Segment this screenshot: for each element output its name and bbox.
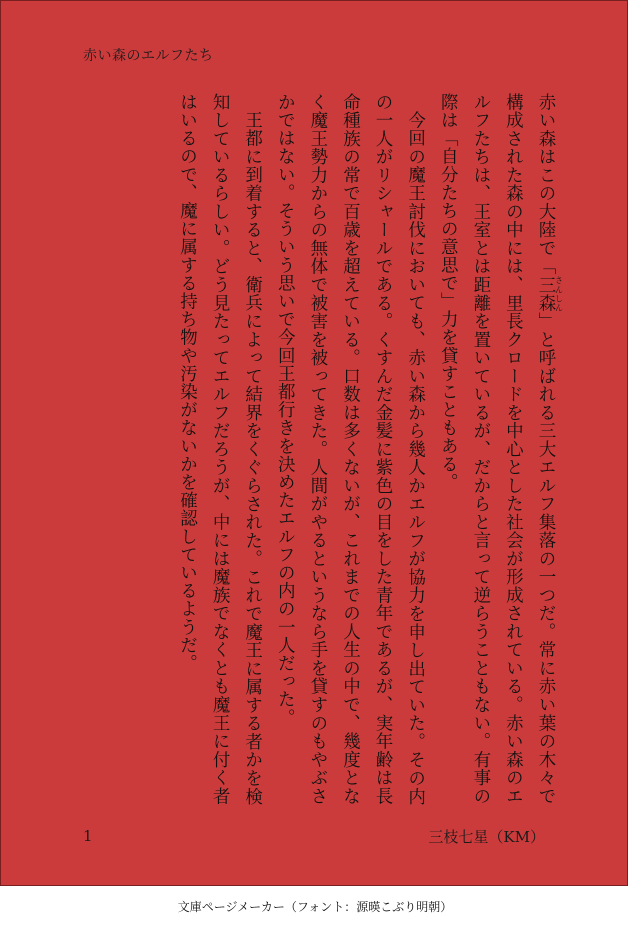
author-name: 三枝七星（KM） [428,828,545,846]
generator-caption: 文庫ページメーカー（フォント：源暎こぶり明朝） [177,900,453,914]
paragraph-1 [432,93,563,805]
ruby-reading: さんしん [554,275,563,312]
paragraph-3: 王都に到着すると、衛兵によって結界をくぐらされた。これで魔王に属する者かを検知しているらしい。どう見たってエルフだろうが、中には魔族でなくとも魔王に付く者はいるので、魔に属する持ち物や汚染がないかを確認しているようだ。 [177,93,263,805]
running-header-title: 赤い森のエルフたち [83,48,214,64]
ruby-sanshin [536,275,563,313]
ruby-base: 三森 [536,275,556,313]
paragraph-2: 今回の魔王討伐においても、赤い森から幾人かエルフが協力を申し出ていた。その内の一人がリシャールである。くすんだ金髪に紫色の目をした青年であるが、実年齢は長命種族の常で百歳を超えている。口数は多くないが、これまでの人生の中で、幾度となく魔王勢力からの無体で被害を被ってきた。人間がやるというなら手を貸すのもやぶさかではない。そういう思いで今回王都行きを決めたエルフの内の一人だった。 [275,93,426,805]
vertical-body-text [83,93,563,805]
page-number: 1 [83,827,93,845]
paragraph-1-part-b: 」と呼ばれる三大エルフ集落の一つだ。常に赤い葉の木々で構成された森の中には、里長クロードを中心とした社会が形成されている。赤い森のエルフたちは、王室とは距離を置いているが、だからと言って逆らうこともない。有事の際は「自分たちの意思で」力を貸すこともある。 [438,93,556,805]
paragraph-1-part-a: 赤い森はこの大陸で「 [536,93,556,276]
